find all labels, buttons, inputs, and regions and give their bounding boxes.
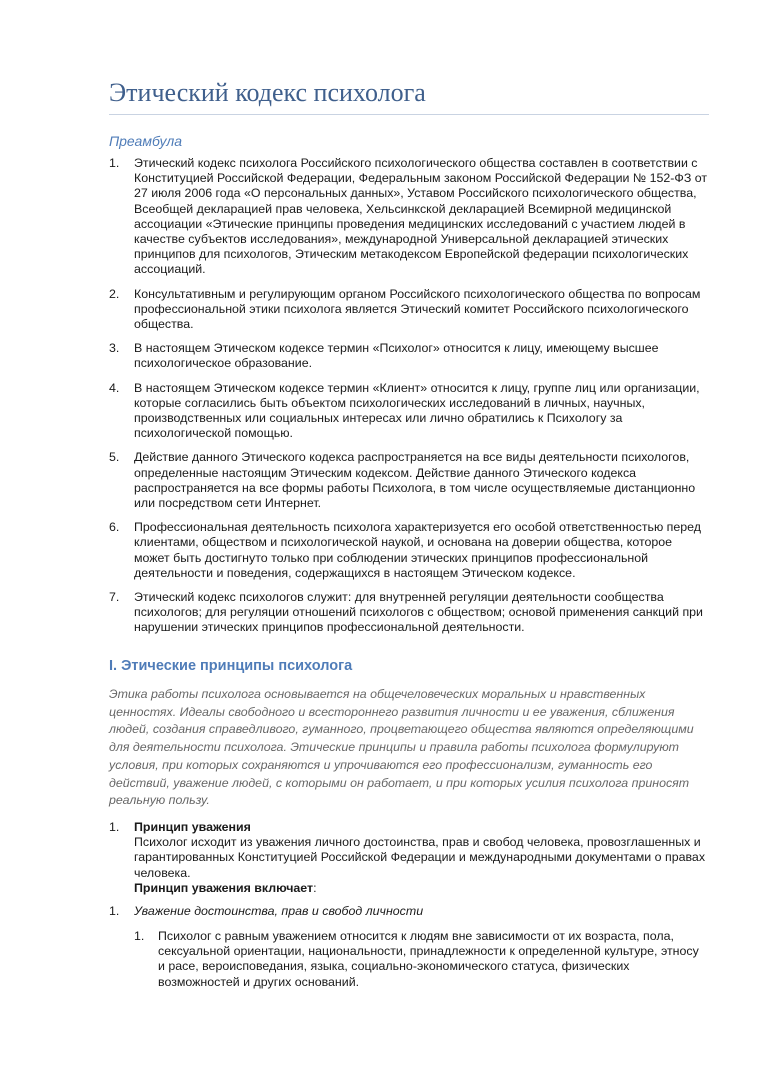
list-item (109, 341, 709, 371)
principle-includes-colon: : (313, 880, 317, 895)
principle-includes-label: Принцип уважения включает (134, 880, 314, 895)
item-number: 6. (109, 520, 120, 535)
list-item (109, 287, 709, 333)
item-number: 5. (109, 450, 120, 465)
subprinciple-number: 1. (109, 904, 120, 918)
item-text: Консультативным и регулирующим органом Российского психологического общества по вопросам профессиональной этики психолога является Этический комитет Российского психологического общества. (134, 286, 701, 332)
principle-number: 1. (109, 820, 120, 834)
item-text: Действие данного Этического кодекса распространяется на все виды деятельности психологов, определенные настоящим Этическим кодексом. Действие данного Этического кодекса распространяется на все формы работы Психолога, в том числе осуществляемые дистанционно или посредством сети Интернет. (134, 450, 696, 511)
section-heading: I. Этические принципы психолога (109, 658, 353, 674)
list-item (109, 520, 709, 581)
nested-list-item (134, 929, 709, 990)
list-item (109, 381, 709, 442)
nested-item-text: Психолог с равным уважением относится к людям вне зависимости от их возраста, пола, сексуальной ориентации, национальности, принадлежности к определенной культуре, этносу и расе, вероисповедания, языка, социально-экономического статуса, физических возможностей и других оснований. (158, 929, 699, 989)
title-divider (109, 114, 709, 115)
item-text: Профессиональная деятельность психолога характеризуется его особой ответственностью перед клиентами, обществом и психологической наукой, и основана на доверии общества, которое может быть достигнуто только при соблюдении этических принципов профессиональной деятельности и поведения, содержащихся в настоящем Этическом кодексе. (134, 520, 702, 580)
section-intro: Этика работы психолога основывается на общечеловеческих моральных и нравственных ценностях. Идеалы свободного и всестороннего развития личности и ее уважения, сближения людей, создания справедливого, гуманного, процветающего общества являются определяющими для деятельности психолога. Этические принципы и правила работы психолога формулируют условия, при которых сохраняются и упрочиваются его профессионализм, гуманность его действий, уважение людей, с которыми он работает, и при которых усилия психолога приносят реальную пользу. (109, 687, 694, 808)
subprinciple-title: Уважение достоинства, прав и свобод личности (134, 904, 424, 918)
nested-item-number: 1. (134, 929, 145, 943)
item-text: В настоящем Этическом кодексе термин «Клиент» относится к лицу, группе лиц или организации, которые согласились быть объектом психологических исследований в личных, научных, производственных или социальных интересах или лично обратились к Психологу за психологической помощью. (134, 380, 700, 441)
list-item (109, 590, 709, 636)
item-text: Этический кодекс психолога Российского психологического общества составлен в соответствии с Конституцией Российской Федерации, Федеральным законом Российской Федерации № 152-ФЗ от 27 июля 2006 года «О персональных данных», Уставом Российского психологического общества, Всеобщей декларацией прав человека, Хельсинкской декларацией Всемирной медицинской ассоциации «Этические принципы проведения медицинских исследований с участием людей в качестве субъектов исследования», международной Универсальной декларацией этических принципов для психологов, Этическим метакодексом Европейской федерации психологических ассоциаций. (134, 156, 708, 277)
item-text: В настоящем Этическом кодексе термин «Психолог» относится к лицу, имеющему высшее психологическое образование. (134, 341, 659, 371)
principle-text: Психолог исходит из уважения личного достоинства, прав и свобод человека, провозглашенных и гарантированных Конституцией Российской Федерации и международными документами о правах человека. (134, 835, 706, 880)
document-title: Этический кодекс психолога (109, 78, 426, 107)
item-number: 4. (109, 380, 120, 395)
principle-title: Принцип уважения (134, 820, 251, 834)
list-item (109, 156, 709, 278)
item-number: 1. (109, 156, 120, 170)
item-number: 7. (109, 590, 120, 605)
item-number: 3. (109, 341, 120, 356)
item-text: Этический кодекс психологов служит: для внутренней регуляции деятельности сообщества психологов; для регуляции отношений психологов с обществом; основой применения санкций при нарушении этических принципов профессиональной деятельности. (134, 590, 703, 635)
item-number: 2. (109, 286, 120, 301)
principle-block (109, 820, 709, 896)
preamble-list (109, 156, 709, 645)
list-item (109, 450, 709, 511)
preamble-heading: Преамбула (109, 133, 183, 149)
subprinciple-heading (109, 904, 709, 919)
